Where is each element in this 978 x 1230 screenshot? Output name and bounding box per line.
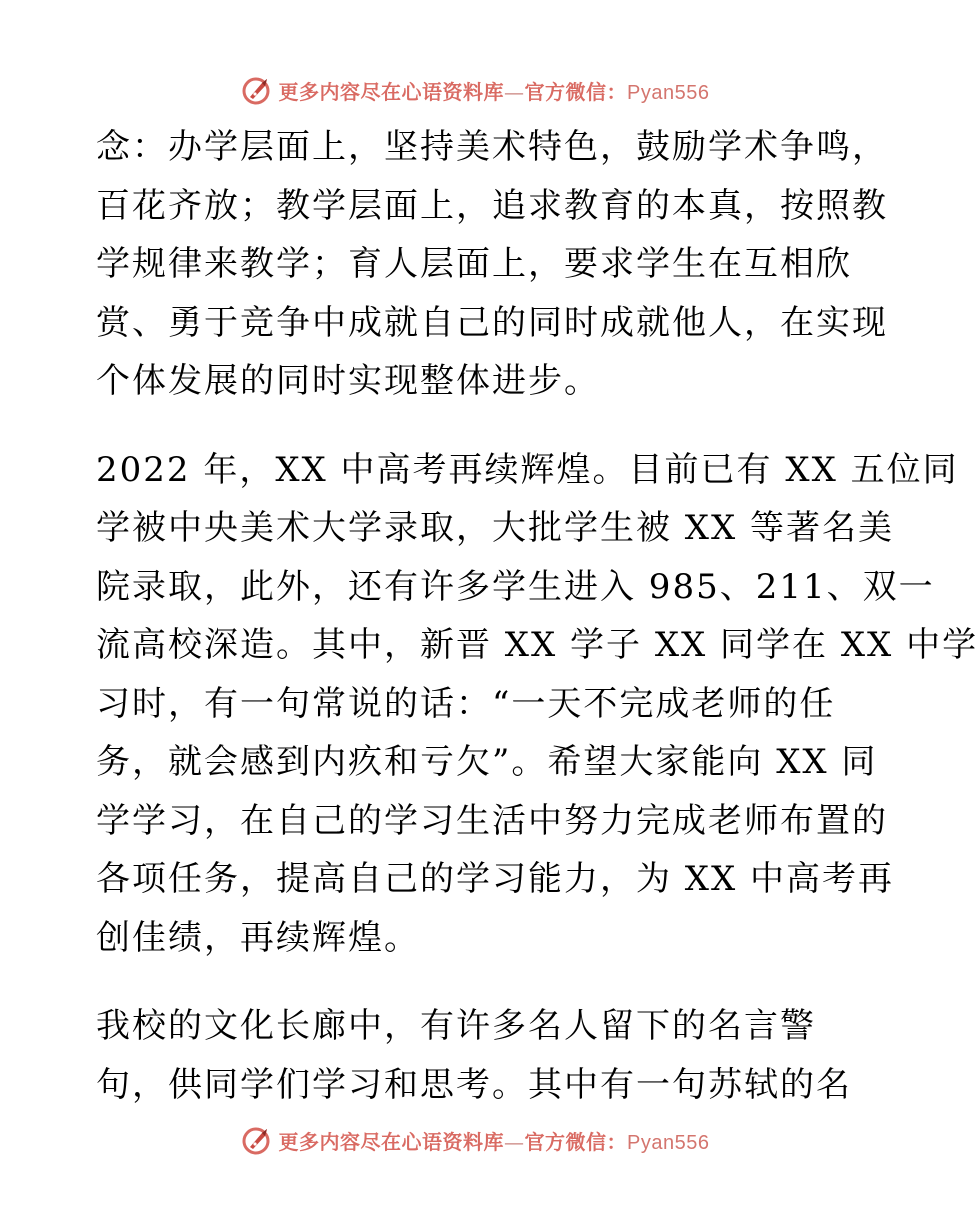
text-line: 务，就会感到内疚和亏欠”。希望大家能向 XX 同 xyxy=(96,742,878,782)
text-line: 个体发展的同时实现整体进步。 xyxy=(96,361,600,401)
paragraph-spacer xyxy=(96,967,856,997)
watermark-brand: 更多内容尽在心语资料库 xyxy=(278,79,505,104)
text-line: 赏、勇于竞争中成就自己的同时成就他人，在实现 xyxy=(96,302,888,343)
watermark-wechat-id: Pyan556 xyxy=(627,81,710,104)
watermark-separator: — xyxy=(504,79,525,104)
text-line: 各项任务，提高自己的学习能力，为 XX 中高考再 xyxy=(96,859,895,899)
text-line: 2022 年，XX 中高考再续辉煌。目前已有 XX 五位同 xyxy=(96,449,959,490)
watermark-separator: — xyxy=(504,1129,525,1154)
watermark-text xyxy=(279,1126,710,1155)
pen-nib-logo-icon xyxy=(241,73,275,107)
document-body xyxy=(96,118,978,1114)
header-watermark xyxy=(0,70,950,110)
watermark-brand: 更多内容尽在心语资料库 xyxy=(278,1129,505,1154)
paragraph-3 xyxy=(96,997,856,1114)
watermark-wechat-label: 官方微信： xyxy=(524,79,628,104)
footer-watermark xyxy=(0,1120,950,1160)
text-line: 流高校深造。其中，新晋 XX 学子 XX 同学在 XX 中学 xyxy=(96,625,978,665)
text-line: 学学习，在自己的学习生活中努力完成老师布置的 xyxy=(96,800,888,841)
watermark-wechat-label: 官方微信： xyxy=(524,1129,628,1154)
paragraph-2 xyxy=(96,441,978,968)
paragraph-1 xyxy=(96,118,888,411)
text-line: 百花齐放；教学层面上，追求教育的本真，按照教 xyxy=(96,185,888,226)
text-line: 念：办学层面上，坚持美术特色，鼓励学术争鸣， xyxy=(96,127,888,167)
watermark-wechat-id: Pyan556 xyxy=(627,1131,710,1154)
watermark-text xyxy=(279,76,710,105)
text-line: 句，供同学们学习和思考。其中有一句苏轼的名 xyxy=(96,1064,852,1105)
text-line: 学规律来教学；育人层面上，要求学生在互相欣 xyxy=(96,244,852,284)
text-line: 学被中央美术大学录取，大批学生被 XX 等著名美 xyxy=(96,508,895,548)
text-line: 我校的文化长廊中，有许多名人留下的名言警 xyxy=(96,1006,816,1046)
text-line: 院录取，此外，还有许多学生进入 985、211、双一 xyxy=(96,566,935,607)
text-line: 创佳绩，再续辉煌。 xyxy=(96,917,420,958)
text-line: 习时，有一句常说的话：“一天不完成老师的任 xyxy=(96,683,836,724)
pen-nib-logo-icon xyxy=(241,1123,275,1157)
paragraph-spacer xyxy=(96,411,856,441)
